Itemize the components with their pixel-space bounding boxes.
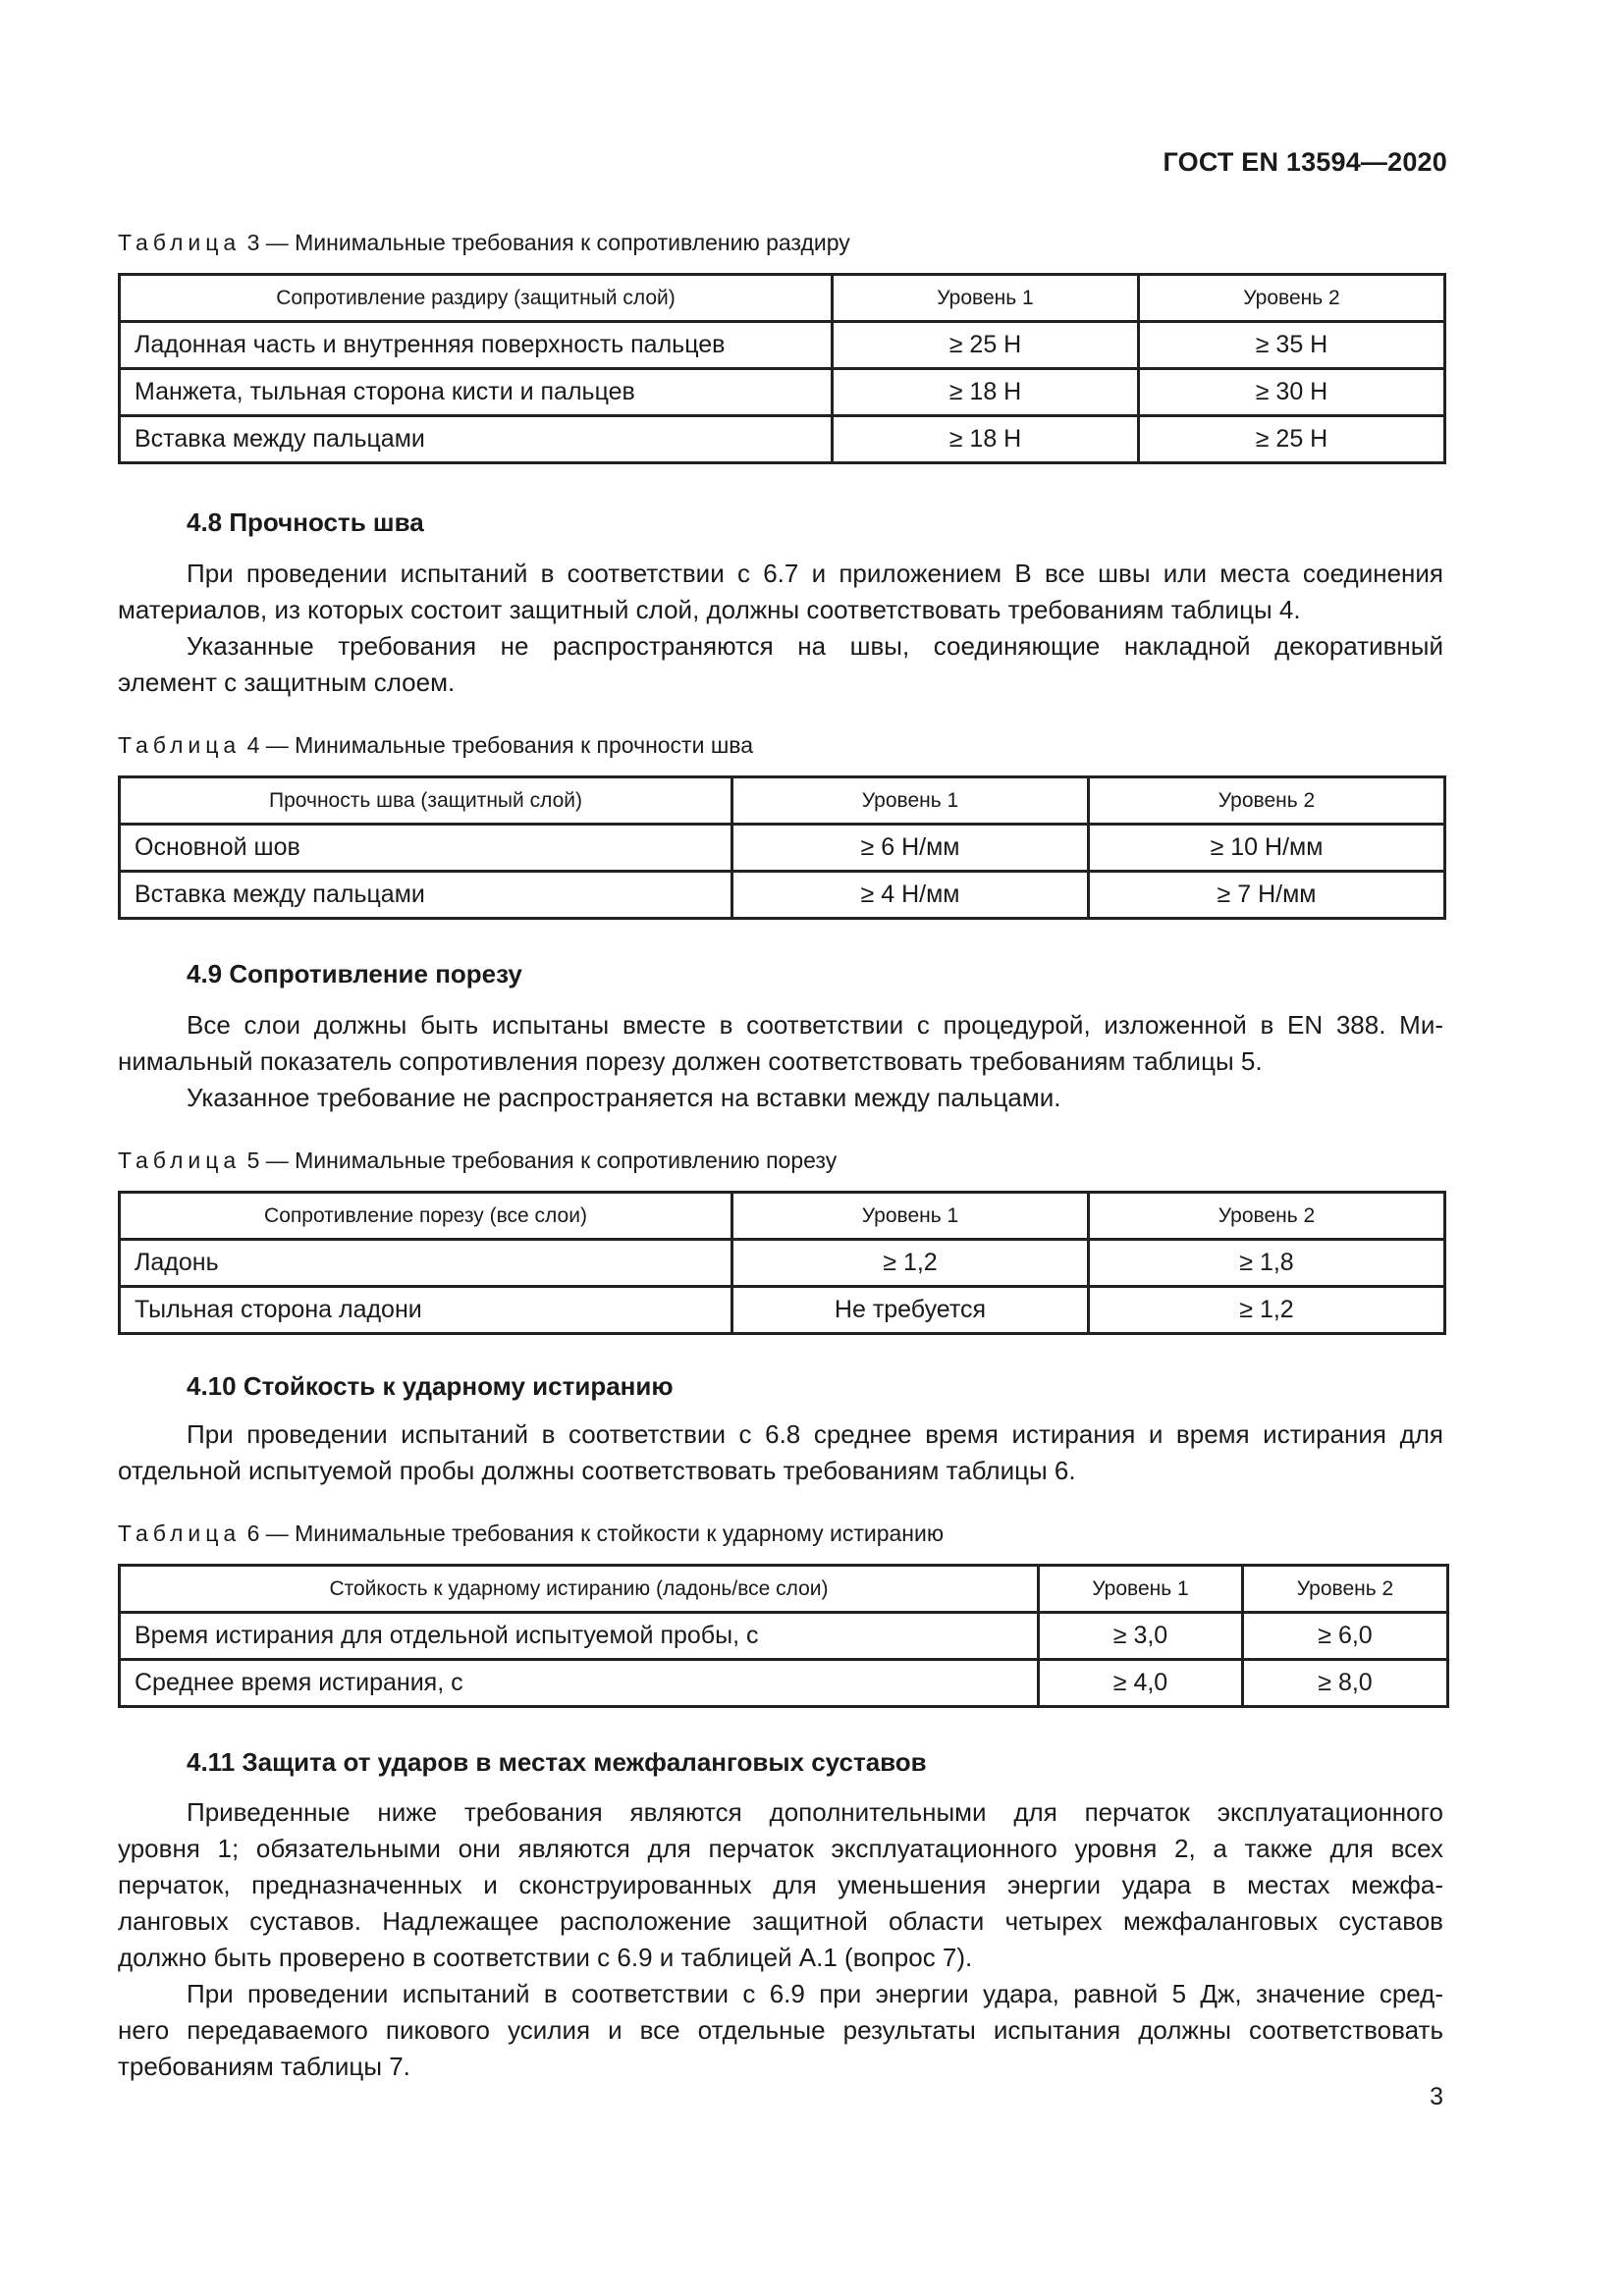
table-row xyxy=(120,1287,1445,1334)
table-cell: Манжета, тыльная сторона кисти и пальцев xyxy=(120,369,833,416)
table-cell: Вставка между пальцами xyxy=(120,416,833,463)
text-line: требованиям таблицы 7. xyxy=(118,2052,410,2081)
table-cell: Основной шов xyxy=(120,825,732,872)
section-4-9-heading: 4.9 Сопротивление порезу xyxy=(187,959,522,988)
table-cell: Не требуется xyxy=(732,1287,1089,1334)
text-line: уровня 1; обязательными они являются для перчаток эксплуатационного уровня 2, а также для всех xyxy=(118,1834,1443,1863)
table-cell: ≥ 6,0 xyxy=(1243,1613,1448,1660)
table-cell: ≥ 18 Н xyxy=(833,369,1139,416)
table-header-row xyxy=(120,1566,1448,1613)
text-line: ланговых суставов. Надлежащее расположение защитной области четырех межфаланговых суставов xyxy=(118,1906,1443,1936)
text-line: Приведенные ниже требования являются дополнительными для перчаток эксплуатационного xyxy=(187,1797,1443,1827)
table-header-cell: Стойкость к ударному истиранию (ладонь/все слои) xyxy=(120,1566,1039,1613)
table5-caption-label: Таблица xyxy=(118,1148,242,1173)
table5 xyxy=(118,1191,1446,1335)
table3-caption-label: Таблица xyxy=(118,230,242,255)
table-cell: Вставка между пальцами xyxy=(120,872,732,919)
table-cell: ≥ 8,0 xyxy=(1243,1660,1448,1707)
table4-block xyxy=(118,730,1443,920)
table-cell: ≥ 25 Н xyxy=(1139,416,1445,463)
table-row xyxy=(120,322,1445,369)
table-header-cell: Уровень 2 xyxy=(1139,275,1445,322)
table-row xyxy=(120,825,1445,872)
section-4-8-paragraph-1 xyxy=(118,556,1443,628)
table3-block xyxy=(118,228,1443,464)
table-header-cell: Уровень 1 xyxy=(1039,1566,1243,1613)
section-4-10-heading: 4.10 Стойкость к ударному истиранию xyxy=(187,1371,674,1401)
table3 xyxy=(118,273,1446,464)
table5-block xyxy=(118,1146,1443,1335)
text-line: Все слои должны быть испытаны вместе в соответствии с процедурой, изложенной в EN 388. Ми- xyxy=(187,1010,1443,1040)
text-line: него передаваемого пикового усилия и все отдельные результаты испытания должны соответствовать xyxy=(118,2015,1443,2045)
table6-caption-text: 6 — Минимальные требования к стойкости к ударному истиранию xyxy=(246,1521,945,1546)
table-cell: ≥ 18 Н xyxy=(833,416,1139,463)
table-header-cell: Уровень 1 xyxy=(732,777,1089,825)
table4-caption-label: Таблица xyxy=(118,732,242,758)
table4-caption-text: 4 — Минимальные требования к прочности шва xyxy=(246,732,754,758)
table-header-row xyxy=(120,777,1445,825)
page-number: 3 xyxy=(1430,2083,1443,2110)
section-4-8-heading: 4.8 Прочность шва xyxy=(187,507,424,537)
table-header-cell: Уровень 2 xyxy=(1089,777,1445,825)
table3-caption xyxy=(118,228,1443,257)
table-row xyxy=(120,369,1445,416)
text-line: материалов, из которых состоит защитный слой, должны соответствовать требованиям таблицы 4. xyxy=(118,595,1301,624)
table-row xyxy=(120,416,1445,463)
table-cell: Ладонь xyxy=(120,1240,732,1287)
text-line: При проведении испытаний в соответствии с 6.8 среднее время истирания и время истирания для xyxy=(187,1419,1443,1449)
text-line: нимальный показатель сопротивления порезу должен соответствовать требованиям таблицы 5. xyxy=(118,1046,1263,1076)
table-cell: ≥ 3,0 xyxy=(1039,1613,1243,1660)
section-4-9-paragraph-1 xyxy=(118,1007,1443,1080)
text-line: Указанное требование не распространяется на вставки между пальцами. xyxy=(187,1083,1061,1112)
table6-caption-label: Таблица xyxy=(118,1521,242,1546)
table-header-cell: Сопротивление раздиру (защитный слой) xyxy=(120,275,833,322)
table-cell: Время истирания для отдельной испытуемой пробы, с xyxy=(120,1613,1039,1660)
text-line: При проведении испытаний в соответствии с 6.9 при энергии удара, равной 5 Дж, значение сред- xyxy=(187,1979,1443,2008)
table-row xyxy=(120,1613,1448,1660)
text-line: Указанные требования не распространяются на швы, соединяющие накладной декоративный xyxy=(187,631,1443,661)
table-header-cell: Уровень 2 xyxy=(1243,1566,1448,1613)
document-code: ГОСТ EN 13594—2020 xyxy=(1163,147,1447,177)
section-4-11-paragraph-1 xyxy=(118,1794,1443,1976)
table-cell: ≥ 30 Н xyxy=(1139,369,1445,416)
table4 xyxy=(118,775,1446,920)
section-4-8-paragraph-2 xyxy=(118,628,1443,701)
table-header-row xyxy=(120,275,1445,322)
table-cell: ≥ 1,2 xyxy=(1089,1287,1445,1334)
table-cell: ≥ 1,8 xyxy=(1089,1240,1445,1287)
table-cell: ≥ 7 Н/мм xyxy=(1089,872,1445,919)
table5-caption-text: 5 — Минимальные требования к сопротивлению порезу xyxy=(246,1148,838,1173)
table-cell: ≥ 10 Н/мм xyxy=(1089,825,1445,872)
table-cell: Ладонная часть и внутренняя поверхность пальцев xyxy=(120,322,833,369)
section-4-11-paragraph-2 xyxy=(118,1976,1443,2085)
table-cell: Среднее время истирания, с xyxy=(120,1660,1039,1707)
table-header-cell: Сопротивление порезу (все слои) xyxy=(120,1193,732,1240)
table-header-cell: Прочность шва (защитный слой) xyxy=(120,777,732,825)
section-4-9-paragraph-2 xyxy=(118,1080,1443,1116)
table-cell: ≥ 6 Н/мм xyxy=(732,825,1089,872)
text-line: отдельной испытуемой пробы должны соответствовать требованиям таблицы 6. xyxy=(118,1456,1076,1485)
section-4-11-heading: 4.11 Защита от ударов в местах межфаланговых суставов xyxy=(187,1747,927,1777)
table-header-cell: Уровень 1 xyxy=(833,275,1139,322)
table-cell: ≥ 4,0 xyxy=(1039,1660,1243,1707)
table-cell: Тыльная сторона ладони xyxy=(120,1287,732,1334)
table-row xyxy=(120,1660,1448,1707)
table-cell: ≥ 25 Н xyxy=(833,322,1139,369)
table-cell: ≥ 1,2 xyxy=(732,1240,1089,1287)
table-row xyxy=(120,1240,1445,1287)
table6 xyxy=(118,1564,1449,1708)
table-cell: ≥ 4 Н/мм xyxy=(732,872,1089,919)
table3-caption-text: 3 — Минимальные требования к сопротивлению раздиру xyxy=(246,230,850,255)
table-header-cell: Уровень 1 xyxy=(732,1193,1089,1240)
table-header-row xyxy=(120,1193,1445,1240)
text-line: элемент с защитным слоем. xyxy=(118,667,456,697)
section-4-10-paragraph-1 xyxy=(118,1416,1443,1489)
table4-caption xyxy=(118,730,1443,760)
text-line: При проведении испытаний в соответствии с 6.7 и приложением В все швы или места соединения xyxy=(187,559,1443,588)
table6-block xyxy=(118,1519,1443,1708)
table-row xyxy=(120,872,1445,919)
table-cell: ≥ 35 Н xyxy=(1139,322,1445,369)
table5-caption xyxy=(118,1146,1443,1175)
table6-caption xyxy=(118,1519,1443,1548)
text-line: должно быть проверено в соответствии с 6.9 и таблицей А.1 (вопрос 7). xyxy=(118,1943,973,1972)
table-header-cell: Уровень 2 xyxy=(1089,1193,1445,1240)
text-line: перчаток, предназначенных и сконструированных для уменьшения энергии удара в местах межфа- xyxy=(118,1870,1443,1899)
